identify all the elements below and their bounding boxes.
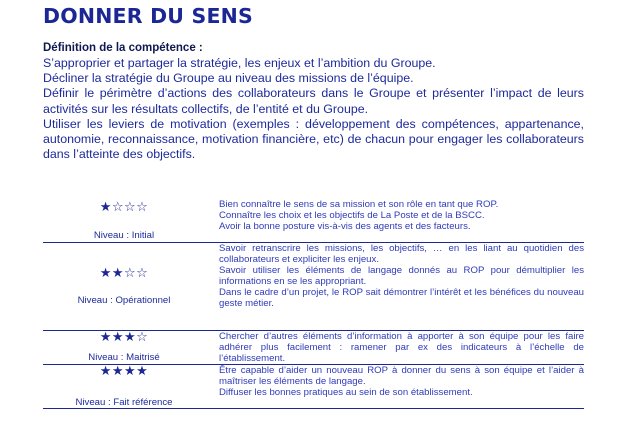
level-label-cell — [43, 331, 205, 364]
level-name: Niveau : Opérationnel — [77, 295, 171, 306]
definition-body — [43, 56, 584, 162]
star-empty-icon: ☆ — [136, 330, 149, 345]
level-description — [205, 331, 584, 364]
level-description — [205, 365, 584, 408]
page-title: DONNER DU SENS — [43, 4, 253, 28]
level-description-line: Être capable d’aider un nouveau ROP à donner du sens à son équipe et l’aider à maîtriser les éléments de langage. — [219, 365, 584, 387]
star-filled-icon: ★ — [124, 330, 137, 345]
level-row-operationnel — [43, 243, 584, 331]
star-empty-icon: ☆ — [124, 266, 137, 281]
definition-paragraph: Décliner la stratégie du Groupe au niveau des missions de l’équipe. — [43, 71, 414, 86]
level-description — [205, 199, 584, 242]
level-description-line: Connaître les choix et les objectifs de La Poste et de la BSCC. — [219, 210, 485, 221]
star-filled-icon: ★ — [99, 330, 112, 345]
level-label-cell — [43, 243, 205, 330]
level-description-line: Savoir retranscrire les missions, les objectifs, … en les liant au quotidien des collaborateurs et expliciter les enjeux. — [219, 243, 584, 265]
star-filled-icon: ★ — [136, 364, 149, 379]
definition-heading: Définition de la compétence : — [43, 42, 203, 54]
level-label-cell — [43, 199, 205, 242]
star-rating — [43, 267, 205, 280]
star-empty-icon: ☆ — [111, 200, 124, 215]
star-rating — [43, 201, 205, 214]
level-name: Niveau : Initial — [93, 230, 155, 241]
star-filled-icon: ★ — [111, 330, 124, 345]
level-description-line: Savoir utiliser les éléments de langage donnés au ROP pour démultiplier les informations en se les appropriant. — [219, 265, 584, 287]
level-row-fait-reference — [43, 365, 584, 409]
level-description-line: Chercher d’autres éléments d’information à apporter à son équipe pour les faire adhérer plus facilement : ramener par ex des indicateurs à l’échelle de l’établissement. — [219, 331, 584, 364]
definition-paragraph: S’approprier et partager la stratégie, les enjeux et l’ambition du Groupe. — [43, 56, 436, 70]
level-description-line: Avoir la bonne posture vis-à-vis des agents et des facteurs. — [219, 221, 471, 232]
star-filled-icon: ★ — [99, 200, 112, 215]
star-empty-icon: ☆ — [124, 200, 137, 215]
level-row-initial — [43, 199, 584, 243]
star-empty-icon: ☆ — [136, 200, 149, 215]
star-filled-icon: ★ — [111, 364, 124, 379]
level-description-line: Dans le cadre d’un projet, le ROP sait démontrer l’intérêt et les bénéfices du nouveau geste métier. — [219, 287, 584, 309]
star-filled-icon: ★ — [124, 364, 137, 379]
star-filled-icon: ★ — [99, 364, 112, 379]
star-filled-icon: ★ — [99, 266, 112, 281]
star-rating — [43, 365, 205, 378]
star-rating — [43, 331, 205, 344]
star-filled-icon: ★ — [111, 266, 124, 281]
level-description-line: Diffuser les bonnes pratiques au sein de son établissement. — [219, 387, 473, 398]
level-row-maitrise — [43, 331, 584, 365]
level-name: Niveau : Maitrisé — [88, 352, 160, 363]
level-description — [205, 243, 584, 330]
star-empty-icon: ☆ — [136, 266, 149, 281]
definition-paragraph: Définir le périmètre d’actions des collaborateurs dans le Groupe et présenter l’impact de leurs activités sur les résultats collectifs, de l’entité et du Groupe. — [43, 86, 584, 116]
level-label-cell — [43, 365, 205, 408]
competence-levels-table — [43, 199, 584, 409]
level-description-line: Bien connaître le sens de sa mission et son rôle en tant que ROP. — [219, 199, 499, 210]
level-name: Niveau : Fait référence — [75, 397, 173, 408]
definition-paragraph: Utiliser les leviers de motivation (exemples : développement des compétences, appartenance, autonomie, reconnaissance, motivation financière, etc) de chacun pour engager les collaborateurs dans l’atteinte des objectifs. — [43, 116, 584, 162]
